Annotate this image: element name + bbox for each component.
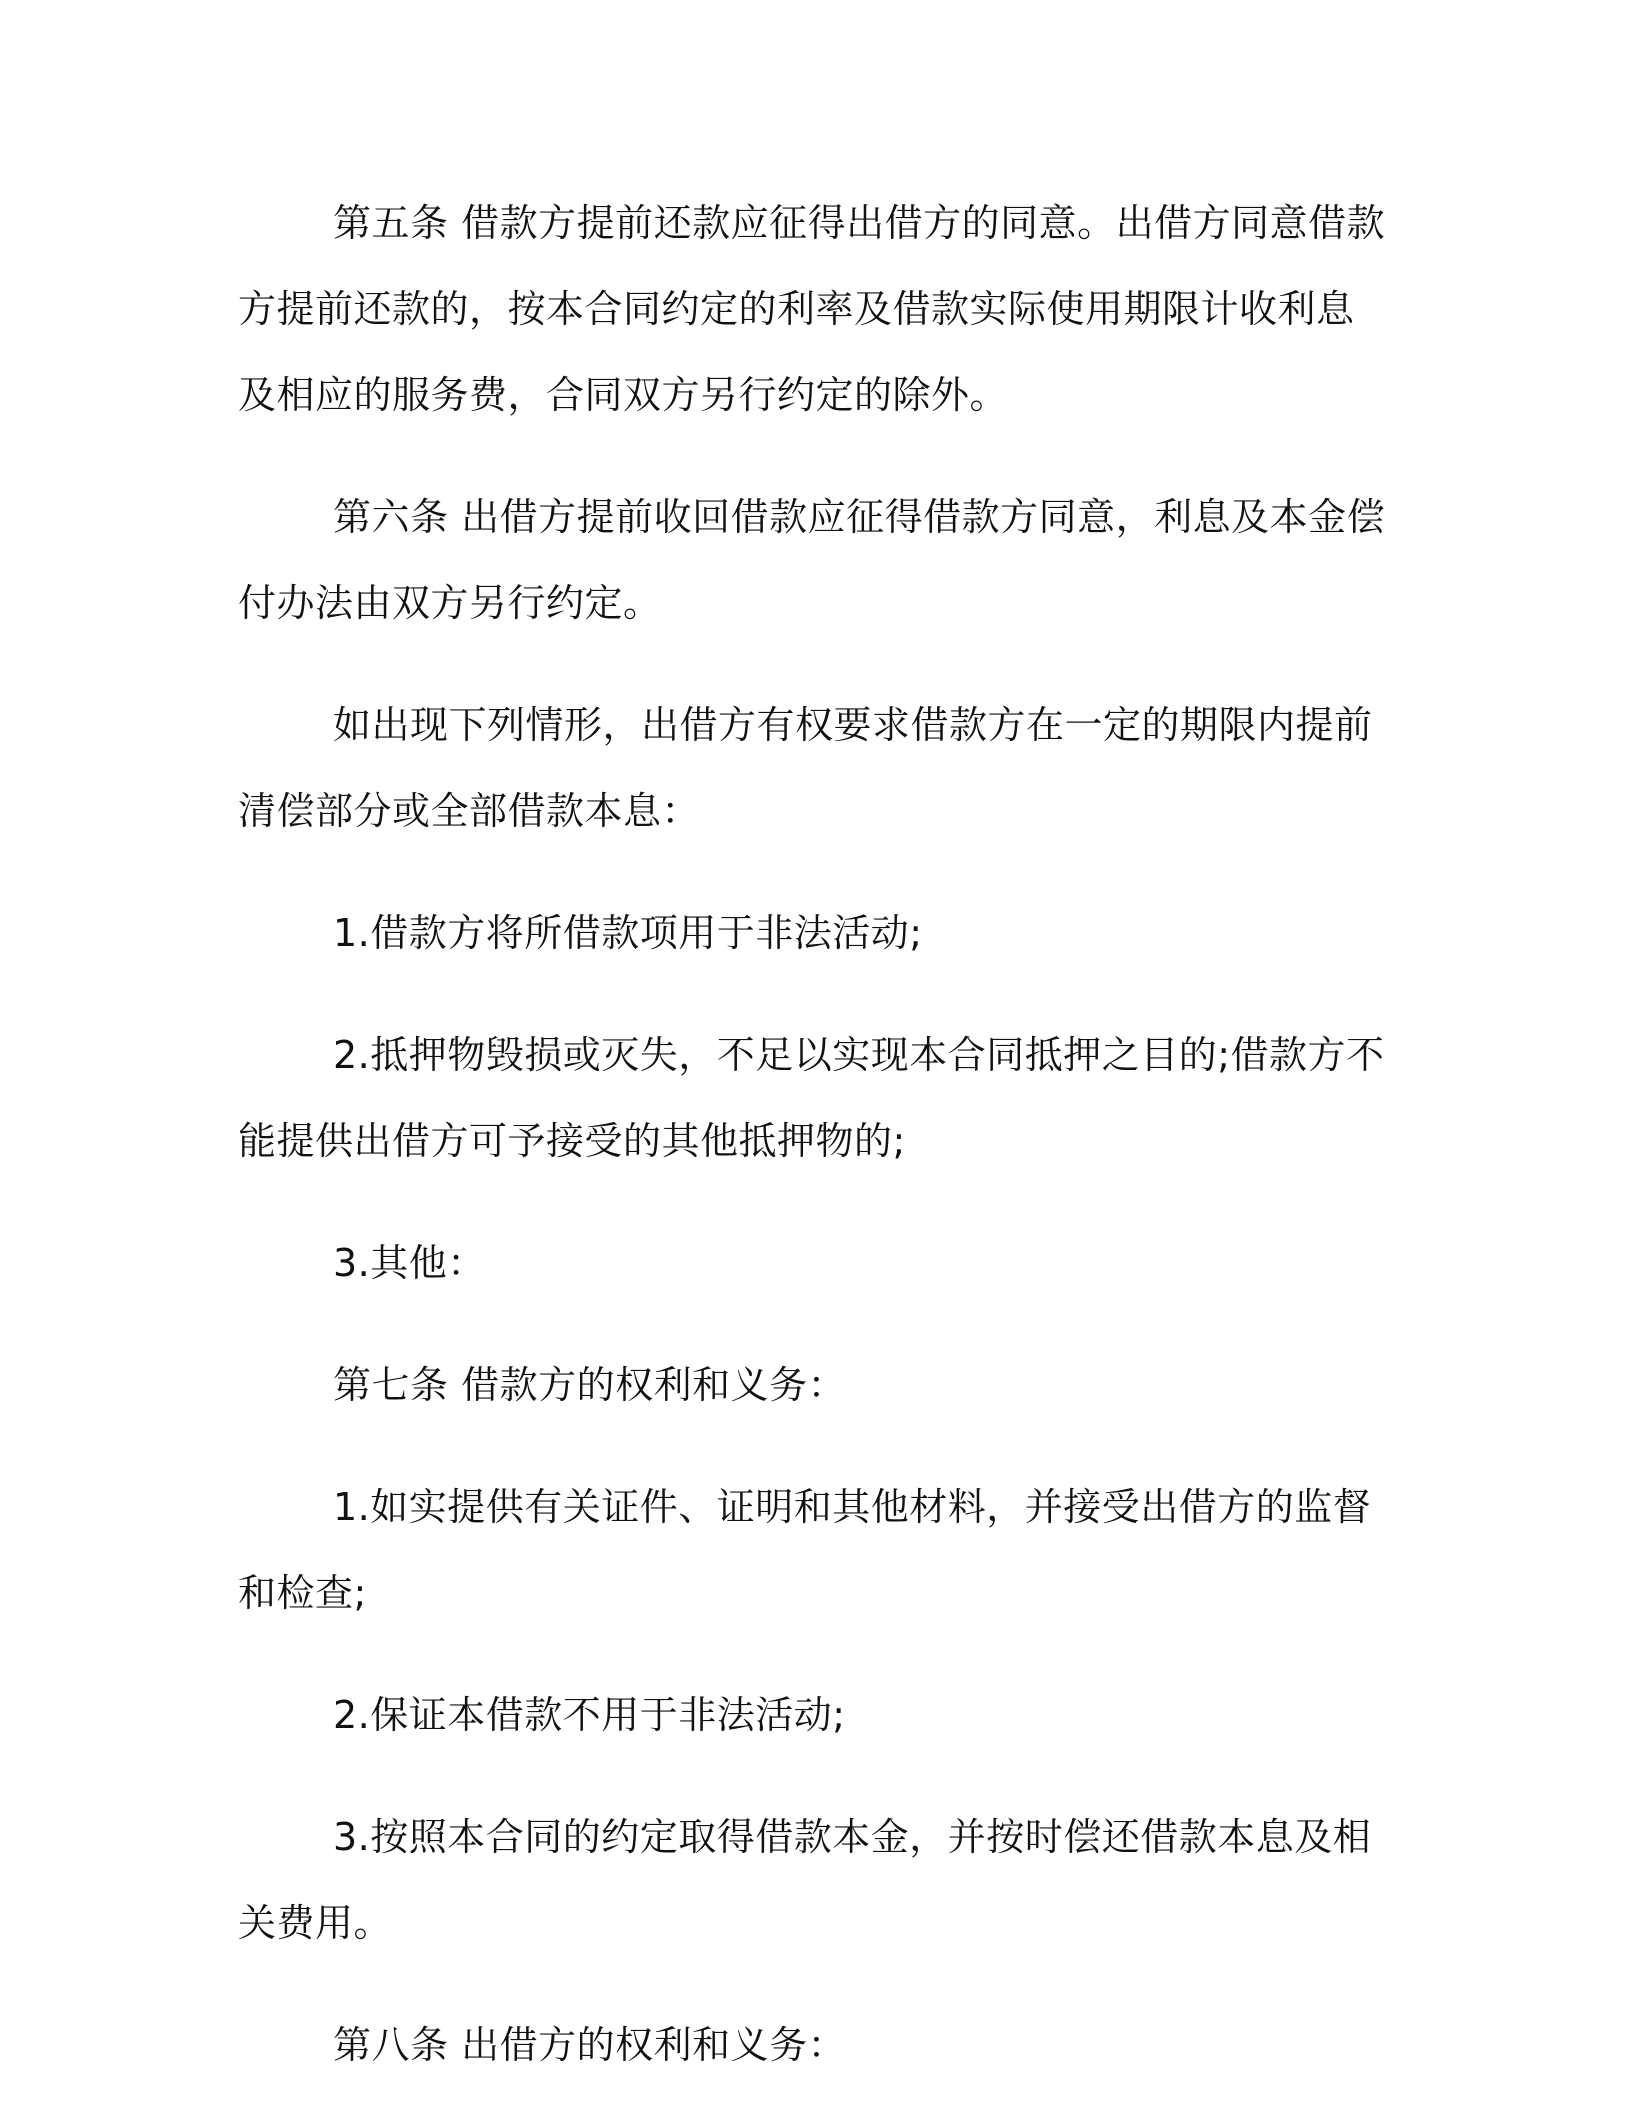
early-recall-conditions: 如出现下列情形，出借方有权要求借款方在一定的期限内提前清偿部分或全部借款本息： xyxy=(238,703,1373,833)
condition-item-3: 3.其他： xyxy=(333,1241,486,1285)
borrower-obligation-2: 2.保证本借款不用于非法活动; xyxy=(333,1693,846,1737)
borrower-obligation-1: 1.如实提供有关证件、证明和其他材料，并接受出借方的监督和检查; xyxy=(238,1485,1372,1615)
condition-item-2: 2.抵押物毁损或灭失，不足以实现本合同抵押之目的;借款方不能提供出借方可予接受的其他抵押物的; xyxy=(238,1033,1385,1163)
borrower-obligation-3: 3.按照本合同的约定取得借款本金，并按时偿还借款本息及相关费用。 xyxy=(238,1815,1372,1945)
condition-item-1: 1.借款方将所借款项用于非法活动; xyxy=(333,911,923,955)
clause-5-early-repayment: 第五条 借款方提前还款应征得出借方的同意。出借方同意借款方提前还款的，按本合同约定的利率及借款实际使用期限计收利息及相应的服务费，合同双方另行约定的除外。 xyxy=(238,201,1386,417)
clause-7-borrower-rights-heading: 第七条 借款方的权利和义务： xyxy=(333,1363,847,1407)
clause-8-lender-rights-heading: 第八条 出借方的权利和义务： xyxy=(333,2023,847,2067)
document-body xyxy=(238,180,1388,2124)
clause-6-early-recall: 第六条 出借方提前收回借款应征得借款方同意，利息及本金偿付办法由双方另行约定。 xyxy=(238,495,1386,625)
